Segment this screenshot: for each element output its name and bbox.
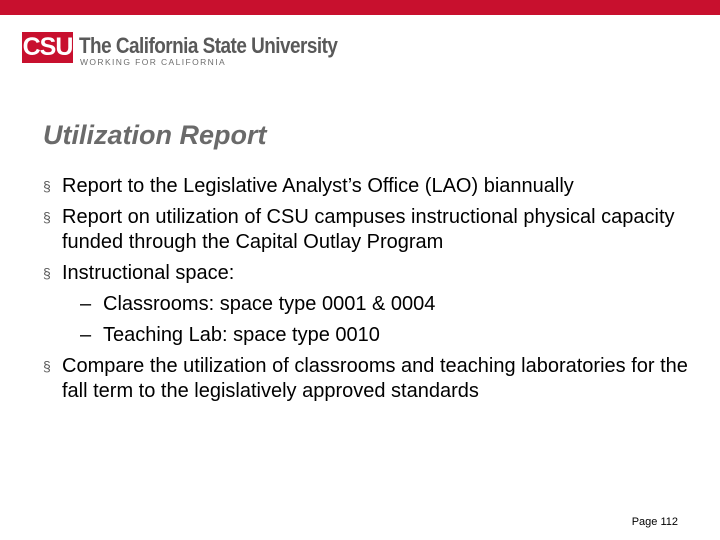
top-brand-bar <box>0 0 720 15</box>
university-name: The California State University <box>79 33 338 58</box>
bullet-item <box>43 261 703 286</box>
bullet-item <box>43 174 703 199</box>
sub-bullet-text: Teaching Lab: space type 0010 <box>103 324 380 346</box>
bullet-icon: § <box>43 265 51 281</box>
dash-icon: – <box>80 293 92 315</box>
bullet-icon: § <box>43 178 51 194</box>
sub-bullet-item <box>43 292 703 317</box>
bullet-text: Report to the Legislative Analyst’s Office (LAO) biannually <box>62 175 574 197</box>
logo-tagline: WORKING FOR CALIFORNIA <box>80 57 227 67</box>
bullet-item <box>43 354 703 404</box>
page-number: Page 112 <box>631 516 678 528</box>
bullet-text: Instructional space: <box>62 262 235 284</box>
sub-bullet-item <box>43 323 703 348</box>
dash-icon: – <box>80 324 92 346</box>
bullet-icon: § <box>43 358 51 374</box>
bullet-list <box>43 174 703 410</box>
bullet-item <box>43 205 703 255</box>
csu-logo-mark: CSU <box>22 33 73 61</box>
slide-title: Utilization Report <box>43 120 267 150</box>
sub-bullet-text: Classrooms: space type 0001 & 0004 <box>103 293 436 315</box>
bullet-text: Report on utilization of CSU campuses instructional physical capacity funded through the Capital Outlay Program <box>62 206 675 253</box>
bullet-icon: § <box>43 209 51 225</box>
bullet-text: Compare the utilization of classrooms and teaching laboratories for the fall term to the legislatively approved standards <box>62 355 688 402</box>
